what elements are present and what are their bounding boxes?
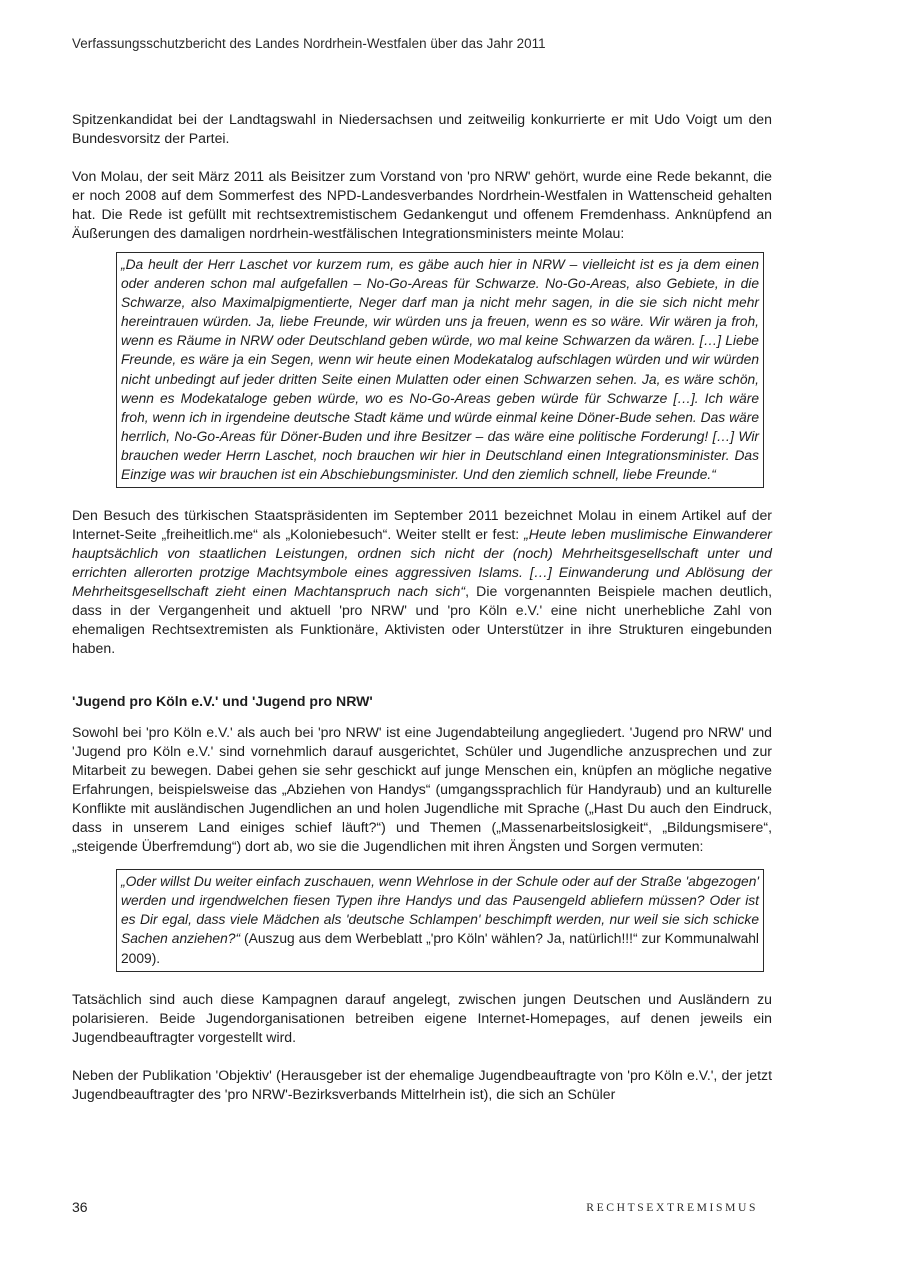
paragraph-5: Tatsächlich sind auch diese Kampagnen darauf angelegt, zwischen jungen Deutschen und Ausländern zu polarisieren. Beide Jugendorganisationen betreiben eigene Internet-Homepages, auf denen jeweils ein Jugendbeauftragter vorgestellt wird. [72,990,772,1045]
section-heading-jugend: 'Jugend pro Köln e.V.' und 'Jugend pro NRW' [72,693,373,710]
paragraph-3-text-a: Den Besuch des türkischen Staatspräsidenten im September 2011 bezeichnet Molau in einem Artikel auf der Internet-Seite „freiheitlich.me“ als „Koloniebesuch“. Weiter stellt er fest: [72,507,772,543]
page-number: 36 [72,1199,88,1215]
paragraph-4: Sowohl bei 'pro Köln e.V.' als auch bei 'pro NRW' ist eine Jugendabteilung angegliedert. 'Jugend pro NRW' und 'Jugend pro Köln e.V.' sind vornehmlich darauf ausgerichtet, Schüler und Jugendliche anzusprechen und zur Mitarbeit zu bewegen. Dabei gehen sie sehr geschickt auf junge Menschen ein, knüpfen an mögliche negative Erfahrungen, beispielsweise das „Abziehen von Handys“ (umgangssprachlich für Handyraub) und an kulturelle Konflikte mit ausländischen Jugendlichen an und holen Jugendliche mit Sprache („Hast Du auch den Eindruck, dass in unserem Land einiges schief läuft?“) und Themen („Massenarbeitslosigkeit“, „Bildungsmisere“, „steigende Überfremdung“) dort ab, wo sie die Jugendlichen mit ihren Ängsten und Sorgen vermuten: [72,724,772,855]
paragraph-6: Neben der Publikation 'Objektiv' (Herausgeber ist der ehemalige Jugendbeauftragte von 'pro Köln e.V.', der jetzt Jugendbeauftragter des 'pro NRW'-Bezirksverbands Mittelrhein ist), die sich an Schüler [72,1066,772,1102]
quote-molau-speech: „Da heult der Herr Laschet vor kurzem rum, es gäbe auch hier in NRW – vielleicht ist es ja dem einen oder anderen schon mal aufgefallen – No-Go-Areas für Schwarze. No-Go-Areas, also Gebiete, in die Schwarze, also Maximalpigmentierte, Neger darf man ja nicht mehr sagen, in die sie sich nicht mehr hereintrauen würden. Ja, liebe Freunde, wir würden uns ja freuen, wenn es so wäre. Wir wären ja froh, wenn es Räume in NRW oder Deutschland geben würde, wo mal keine Schwarzen da wären. […] Liebe Freunde, es wäre ja ein Segen, wenn wir heute einen Modekatalog aufschlagen würden und wir würden nicht unbedingt auf jeder dritten Seite einen Mulatten oder einen Schwarzen sehen. Ja, es wäre schön, wenn es Modekataloge geben würde, wo es No-Go-Areas geben würde für Schwarze […]. Ich wäre froh, wenn ich in irgendeine deutsche Stadt käme und würde einmal keine Döner-Bude sehen. Das wäre herrlich, No-Go-Areas für Döner-Buden und ihre Besitzer – das wäre eine politische Forderung! […] Wir brauchen weder Herrn Laschet, noch brauchen wir hier in Deutschland einen Integrationsminister. Das Einzige was wir brauchen ist ein Abschiebungsminister. Und den ziemlich schnell, liebe Freunde.“ [121,257,759,483]
page-content [72,110,772,1104]
quote-werbeblatt: „Oder willst Du weiter einfach zuschauen, wenn Wehrlose in der Schule oder auf der Straße 'abgezogen' werden und irgendwelchen fiesen Typen ihre Handys und das Pausengeld abliefern müssen? Oder ist es Dir egal, dass viele Mädchen als 'deutsche Schlampen' beschimpft werden, nur weil sie sich schicke Sachen anziehen?“ [121,874,759,947]
paragraph-3-quote: „Heute leben muslimische Einwanderer hauptsächlich von staatlichen Leistungen, ordnen sich nicht der (noch) Mehrheitsgesellschaft unter und errichten allerorten protzige Machtsymbole eines aggressiven Islams. […] Einwanderung und Ablösung der Mehrheitsgesellschaft zieht einen Machtanspruch nach sich“ [72,526,772,600]
paragraph-2: Von Molau, der seit März 2011 als Beisitzer zum Vorstand von 'pro NRW' gehört, wurde eine Rede bekannt, die er noch 2008 auf dem Sommerfest des NPD-Landesverbandes Nordrhein-Westfalen in Wattenscheid gehalten hat. Die Rede ist gefüllt mit rechtsextremistischem Gedankengut und offenem Fremdenhass. Anknüpfend an Äußerungen des damaligen nordrhein-westfälischen Integrationsministers meinte Molau: [72,168,772,241]
quote-werbeblatt-source: (Auszug aus dem Werbeblatt „'pro Köln' wählen? Ja, natürlich!!!“ zur Kommunalwahl 2009). [121,931,759,966]
quote-box-molau-speech [116,252,764,488]
paragraph-1: Spitzenkandidat bei der Landtagswahl in Niedersachsen und zeitweilig konkurrierte er mit Udo Voigt um den Bundesvorsitz der Partei. [72,111,772,146]
running-header: Verfassungsschutzbericht des Landes Nordrhein-Westfalen über das Jahr 2011 [72,36,546,51]
quote-box-werbeblatt [116,869,764,971]
paragraph-3-text-b: , Die vorgenannten Beispiele machen deutlich, dass in der Vergangenheit und aktuell 'pro NRW' und 'pro Köln e.V.' eine nicht unerhebliche Zahl von ehemaligen Rechtsextremisten als Funktionäre, Aktivisten oder Unterstützer in ihre Strukturen eingebunden haben. [72,583,772,657]
paragraph-3 [72,506,772,658]
footer-section-label: RECHTSEXTREMISMUS [586,1201,758,1214]
